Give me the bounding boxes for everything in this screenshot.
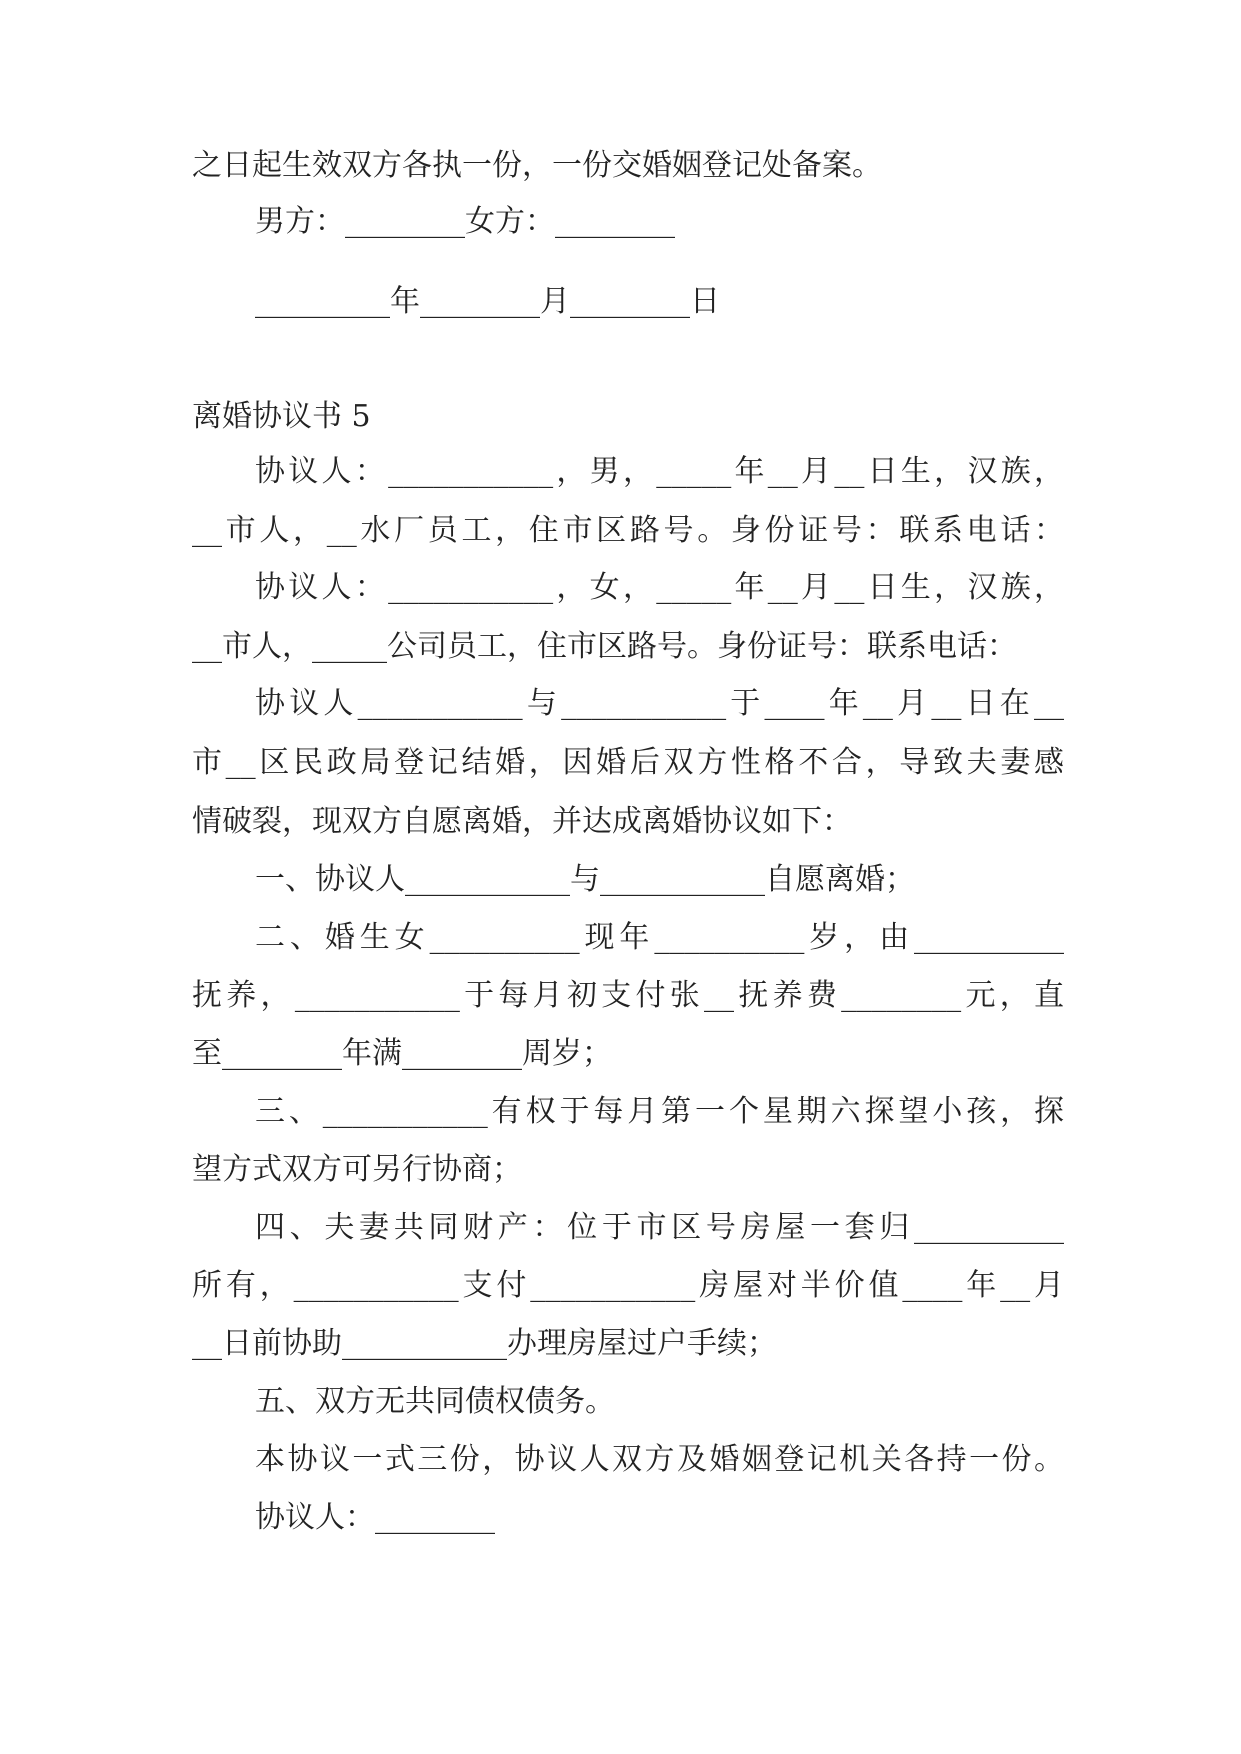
- paragraph-line: __市人，__水厂员工，住市区路号。身份证号：联系电话：: [192, 513, 1064, 548]
- paragraph-line: 五、双方无共同债权债务。: [255, 1384, 615, 1419]
- paragraph-line: 情破裂，现双方自愿离婚，并达成离婚协议如下：: [192, 804, 852, 839]
- paragraph-line: 望方式双方可另行协商；: [192, 1152, 522, 1187]
- paragraph-line: 二、婚生女__________现年__________岁，由__________: [255, 920, 1064, 955]
- signature-line: 协议人：________: [255, 1500, 495, 1535]
- paragraph-line: 协议人：___________，男，_____年__月__日生，汉族，: [255, 454, 1064, 489]
- section-title: 离婚协议书 5: [192, 399, 371, 434]
- paragraph-line: 抚养，___________于每月初支付张__抚养费________元，直: [192, 978, 1064, 1013]
- paragraph-line: __市人，_____公司员工，住市区路号。身份证号：联系电话：: [192, 629, 1017, 664]
- signature-line: 男方：________女方：________: [255, 204, 675, 239]
- paragraph-line: __日前协助___________办理房屋过户手续；: [192, 1326, 777, 1361]
- paragraph-line: 所有，___________支付___________房屋对半价值____年__月: [192, 1268, 1064, 1303]
- date-line: _________年________月________日: [255, 284, 720, 319]
- paragraph-line: 三、___________有权于每月第一个星期六探望小孩，探: [255, 1094, 1064, 1129]
- paragraph-line: 本协议一式三份，协议人双方及婚姻登记机关各持一份。: [255, 1442, 1064, 1477]
- paragraph-line: 协议人：___________，女，_____年__月__日生，汉族，: [255, 570, 1064, 605]
- paragraph-line: 市__区民政局登记结婚，因婚后双方性格不合，导致夫妻感: [192, 745, 1064, 780]
- paragraph-line: 至________年满________周岁；: [192, 1036, 612, 1071]
- paragraph-line: 协议人___________与___________于____年__月__日在__: [255, 686, 1064, 721]
- paragraph-line: 四、夫妻共同财产：位于市区号房屋一套归__________: [255, 1210, 1064, 1245]
- paragraph-line: 一、协议人___________与___________自愿离婚；: [255, 862, 915, 897]
- paragraph-line: 之日起生效双方各执一份，一份交婚姻登记处备案。: [192, 148, 882, 183]
